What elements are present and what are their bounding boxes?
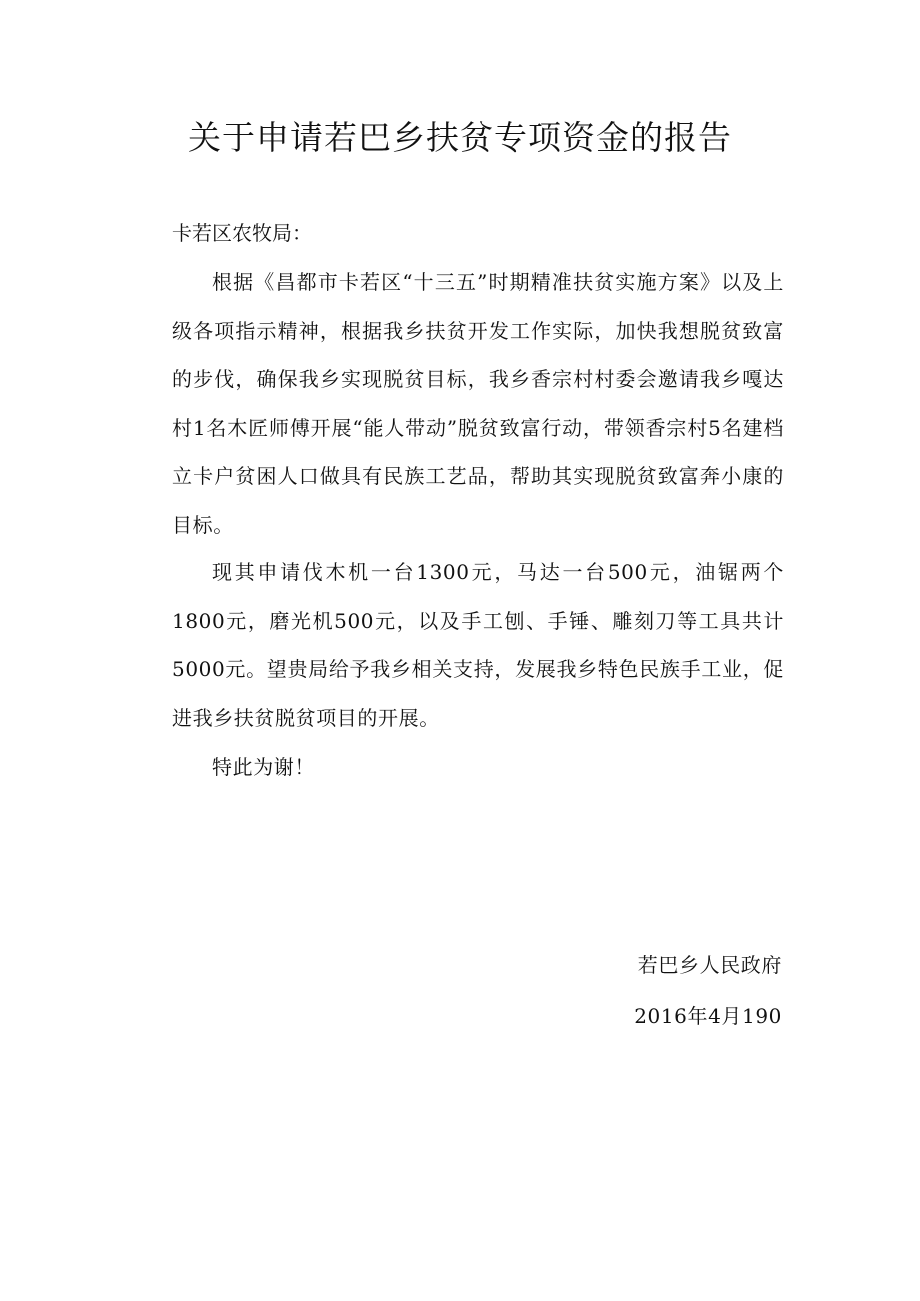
signature-date: 2016年4月190 — [634, 1004, 782, 1028]
signature-organization: 若巴乡人民政府 — [637, 953, 782, 977]
body-paragraph-1: 根据《昌都市卡若区“十三五”时期精准扶贫实施方案》以及上级各项指示精神，根据我乡扶贫开发工作实际，加快我想脱贫致富的步伐，确保我乡实现脱贫目标，我乡香宗村村委会邀请我乡嘎达村1名木匠师傅开展“能人带动”脱贫致富行动，带领香宗村5名建档立卡户贫困人口做具有民族工艺品，帮助其实现脱贫致富奔小康的目标。 — [172, 270, 784, 537]
body-paragraph-2: 现其申请伐木机一台1300元，马达一台500元，油锯两个1800元，磨光机500元，以及手工刨、手锤、雕刻刀等工具共计5000元。望贵局给予我乡相关支持，发展我乡特色民族手工业，促进我乡扶贫脱贫项目的开展。 — [172, 560, 784, 730]
salutation: 卡若区农牧局： — [172, 221, 312, 245]
closing-remark: 特此为谢！ — [212, 755, 315, 779]
document-title: 关于申请若巴乡扶贫专项资金的报告 — [188, 118, 732, 157]
